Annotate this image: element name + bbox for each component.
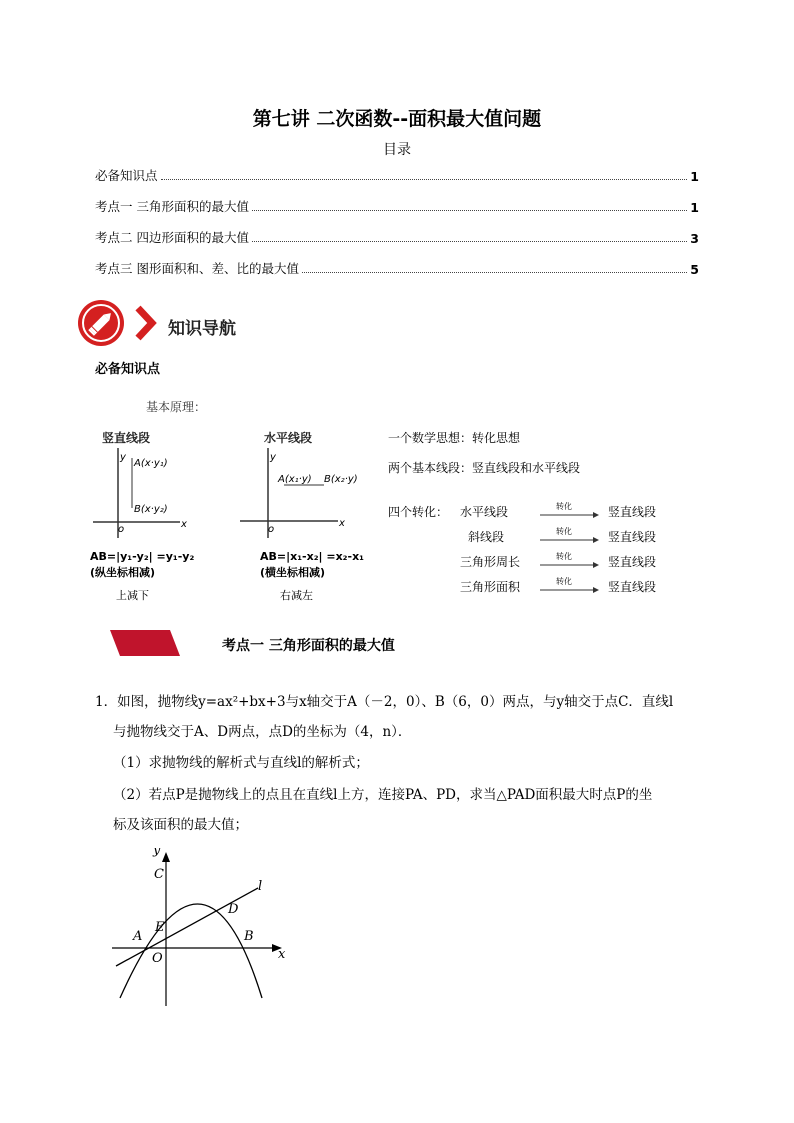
origin-label: o (118, 524, 125, 535)
line-l (116, 888, 258, 966)
arrow-label: 转化 (556, 502, 572, 511)
problem-line: 标及该面积的最大值； (113, 817, 248, 833)
point-a-label: A(x·y₁) (134, 458, 168, 469)
page-title: 第七讲 二次函数--面积最大值问题 (252, 108, 542, 130)
problem-number: 1． (95, 694, 118, 710)
toc-item[interactable] (95, 195, 699, 215)
vertical-formula: AB=|y₁-y₂| =y₁-y₂ (90, 550, 195, 563)
vertical-title: 竖直线段 (102, 431, 151, 445)
label-B: B (244, 929, 254, 944)
conversion-from: 斜线段 (468, 530, 505, 544)
axis-label-y: y (120, 452, 126, 463)
toc-leader (252, 241, 687, 242)
arrow-label: 转化 (556, 527, 572, 536)
nav-header-graphic (76, 298, 166, 348)
conversion-to: 竖直线段 (608, 505, 657, 519)
toc-leader (302, 272, 687, 273)
label-A: A (133, 929, 143, 944)
origin-label: o (268, 524, 275, 535)
axis-label-y: y (270, 452, 276, 463)
arrow-head (593, 587, 599, 593)
axis-label-x: x (339, 518, 345, 529)
toc-item-label: 考点一 三角形面积的最大值 (95, 199, 249, 214)
arrow-label: 转化 (556, 552, 572, 561)
arrow-head (593, 562, 599, 568)
problem-line: 与抛物线交于A、D两点，点D的坐标为（4，n）． (113, 724, 412, 740)
principle-idea: 一个数学思想：转化思想 (388, 431, 521, 445)
vertical-note: (纵坐标相减) (90, 566, 156, 579)
arrow-label: 转化 (556, 577, 572, 586)
problem-text: 如图，抛物线y=ax²+bx+3与x轴交于A（－2，0）、B（6，0）两点，与y轴交于点C．直线l (117, 694, 674, 710)
principle-segments: 两个基本线段：竖直线段和水平线段 (388, 461, 581, 475)
horizontal-formula: AB=|x₁-x₂| =x₂-x₁ (260, 550, 364, 563)
conversion-from: 三角形面积 (460, 580, 521, 594)
point-b-label: B(x·y₂) (134, 504, 168, 515)
toc-item[interactable] (95, 226, 699, 246)
section-title: 必备知识点 (95, 362, 161, 377)
toc-item-label: 必备知识点 (95, 168, 158, 183)
conversion-to: 竖直线段 (608, 530, 657, 544)
toc-item-page: 1 (690, 169, 699, 184)
toc-item-label: 考点三 图形面积和、差、比的最大值 (95, 261, 299, 276)
conversion-row (460, 551, 656, 569)
pencil-icon (78, 300, 124, 346)
toc-item-page: 5 (690, 262, 699, 277)
principle-heading: 基本原理： (146, 400, 207, 414)
conversion-from: 水平线段 (460, 505, 509, 519)
conversion-to: 竖直线段 (608, 580, 657, 594)
label-y: y (153, 848, 161, 858)
chevron-right-icon (138, 308, 152, 338)
point-a-label: A(x₁·y) (278, 474, 312, 485)
label-C: C (154, 867, 164, 882)
horizontal-mnemonic: 右减左 (280, 589, 313, 602)
toc-leader (161, 179, 688, 180)
toc-leader (252, 210, 687, 211)
nav-title: 知识导航 (168, 319, 236, 339)
conversion-row (460, 501, 656, 519)
label-l: l (258, 879, 263, 894)
arrow-head (593, 512, 599, 518)
toc-item-page: 1 (690, 200, 699, 215)
arrow-head (593, 537, 599, 543)
point-b-label: B(x₂·y) (324, 474, 358, 485)
problem-part-2: （2）若点P是抛物线上的点且在直线l上方，连接PA、PD，求当△PAD面积最大时点P的坐 (113, 787, 653, 803)
toc-item-label: 考点二 四边形面积的最大值 (95, 230, 249, 245)
horizontal-title: 水平线段 (264, 431, 313, 445)
conversion-row (468, 526, 656, 544)
problem-part-1: （1）求抛物线的解析式与直线l的解析式； (113, 755, 369, 771)
parabola-figure (108, 848, 298, 1008)
label-O: O (152, 951, 163, 966)
toc-item[interactable] (95, 257, 699, 277)
toc-item-page: 3 (690, 231, 699, 246)
axis-label-x: x (181, 519, 187, 530)
section-banner-shape (110, 630, 182, 656)
conversion-from: 三角形周长 (460, 555, 521, 569)
parabola-curve (120, 904, 262, 998)
horizontal-note: (横坐标相减) (260, 566, 326, 579)
principle-diagram (88, 390, 698, 610)
label-E: E (155, 920, 165, 935)
label-D: D (228, 902, 239, 917)
vertical-mnemonic: 上减下 (116, 589, 149, 602)
problem-line (95, 692, 715, 712)
toc-item[interactable] (95, 164, 699, 184)
y-axis-arrow (162, 852, 170, 862)
conversion-to: 竖直线段 (608, 555, 657, 569)
section-banner-title: 考点一 三角形面积的最大值 (222, 638, 395, 654)
toc-heading: 目录 (383, 142, 411, 158)
conversions-label: 四个转化： (388, 505, 449, 519)
label-x: x (278, 947, 286, 962)
conversion-row (460, 576, 656, 594)
